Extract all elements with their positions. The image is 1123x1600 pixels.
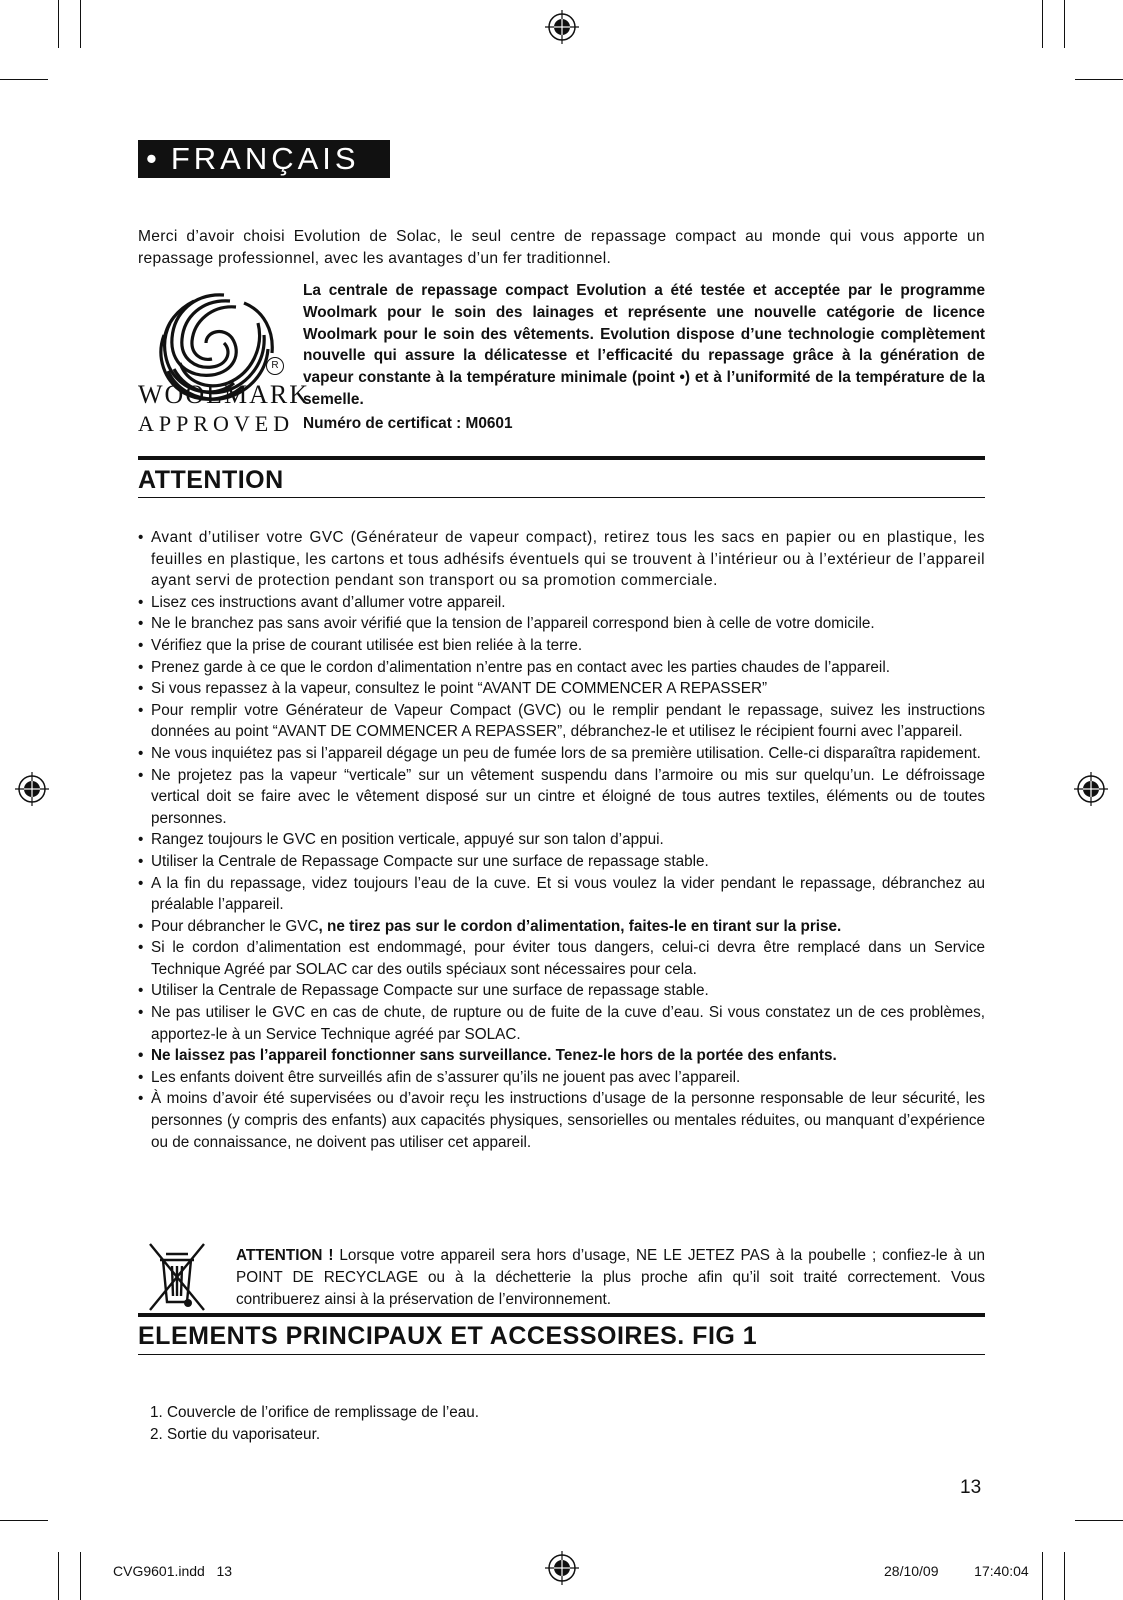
section-rule — [138, 1313, 985, 1317]
attention-heading: ATTENTION — [138, 466, 284, 494]
list-item: 1. Couvercle de l’orifice de remplissage de l’eau. — [150, 1404, 480, 1421]
list-item: • Prenez garde à ce que le cordon d’alimentation n’entre pas en contact avec les parties chaudes de l’appareil. — [138, 657, 985, 679]
list-item: • Ne pas utiliser le GVC en cas de chute, de rupture ou de fuite de la cuve d’eau. Si vous constatez un de ces problèmes, apportez-le à un Service Technique agréé par SOLAC. — [138, 1002, 985, 1045]
list-item: • Ne le branchez pas sans avoir vérifié que la tension de l’appareil correspond bien à celle de votre domicile. — [138, 613, 985, 635]
page-number: 13 — [960, 1477, 982, 1498]
list-item: • Si le cordon d’alimentation est endommagé, pour éviter tous dangers, celui-ci devra être remplacé dans un Service Technique Agréé par SOLAC car des outils spéciaux sont nécessaires pour cela. — [138, 937, 985, 980]
list-item: • Avant d’utiliser votre GVC (Générateur de vapeur compact), retirez tous les sacs en papier ou en plastique, les feuilles en plastique, les cartons et tous adhésifs éventuels qui se trouvent à l’intérieur ou à l’extérieur de l’appareil ayant servi de protection pendant son transport ou sa promotion commerciale. — [138, 527, 985, 592]
woolmark-wordmark: WOOLMARK — [138, 380, 310, 409]
list-item: • À moins d’avoir été supervisées ou d’avoir reçu les instructions d’usage de la personne responsable de leur sécurité, les personnes (y compris des enfants) aux capacités physiques, sensorielles ou mentales réduites, ou manquant d’expérience ou de connaissance, ne doivent pas utiliser cet appareil. — [138, 1088, 985, 1153]
language-tab — [138, 140, 390, 178]
woolmark-description: La centrale de repassage compact Evolution a été testée et acceptée par le programme Woolmark pour le soin des lainages et représente une nouvelle catégorie de licence Woolmark pour le soin des vêtements. Evolution dispose d’une technologie complètement nouvelle qui assure la délicatesse et l’efficacité du repassage grâce à la génération de vapeur constante à la température minimale (point •) et à l’uniformité de la température de la semelle. — [303, 282, 985, 408]
recycling-text: Lorsque votre appareil sera hors d’usage, NE LE JETEZ PAS à la poubelle ; confiez-le à un POINT DE RECYCLAGE ou à la déchetterie la plus proche afin qu’il soit traité correctement. Vous contribuerez ainsi à la préservation de l’environnement. — [236, 1247, 986, 1308]
list-item: • Vérifiez que la prise de courant utilisée est bien reliée à la terre. — [138, 635, 985, 657]
crop-mark — [80, 0, 81, 48]
registration-mark-icon — [545, 1551, 579, 1585]
list-item: • Lisez ces instructions avant d’allumer votre appareil. — [138, 592, 985, 614]
list-item: • Ne laissez pas l’appareil fonctionner sans surveillance. Tenez-le hors de la portée des enfants. — [138, 1045, 985, 1067]
list-item: • Les enfants doivent être surveillés afin de s’assurer qu’ils ne jouent pas avec l’appareil. — [138, 1067, 985, 1089]
crop-mark — [58, 0, 59, 48]
list-item: • Pour remplir votre Générateur de Vapeur Compact (GVC) ou le remplir pendant le repassage, suivez les instructions données au point “AVANT DE COMMENCER A REPASSER”, débranchez-le et utilisez le récipient fourni avec l’appareil. — [138, 700, 985, 743]
list-item: • Ne projetez pas la vapeur “verticale” sur un vêtement suspendu dans l’armoire ou mis sur quelqu’un. Le défroissage vertical doit se faire avec le vêtement disposé sur un cintre et éloigné de tous autres textiles, éléments ou de toutes personnes. — [138, 765, 985, 830]
file-slug: CVG9601.indd 13 — [113, 1563, 233, 1579]
language-title: FRANÇAIS — [170, 141, 360, 176]
crop-mark — [1064, 0, 1065, 48]
crop-mark — [1075, 79, 1123, 80]
crop-mark — [1042, 1552, 1043, 1600]
recycling-notice — [236, 1245, 985, 1311]
list-item: • Utiliser la Centrale de Repassage Compacte sur une surface de repassage stable. — [138, 980, 985, 1002]
elements-heading: ELEMENTS PRINCIPAUX ET ACCESSOIRES. FIG 1 — [138, 1322, 758, 1350]
unplug-plain-text: Pour débrancher le GVC — [151, 917, 319, 935]
list-item: • Rangez toujours le GVC en position verticale, appuyé sur son talon d’appui. — [138, 829, 985, 851]
approved-wordmark: APPROVED — [138, 411, 295, 436]
crop-mark — [0, 1520, 48, 1521]
section-rule — [138, 497, 985, 498]
crop-mark — [1064, 1552, 1065, 1600]
list-item: • Si vous repassez à la vapeur, consultez le point “AVANT DE COMMENCER A REPASSER” — [138, 678, 985, 700]
tab-bullet: • — [146, 141, 157, 176]
date-slug: 28/10/09 17:40:04 — [884, 1563, 1029, 1579]
crop-mark — [1075, 1520, 1123, 1521]
list-item: 2. Sortie du vaporisateur. — [150, 1426, 321, 1443]
certificate-number: Numéro de certificat : M0601 — [303, 415, 513, 432]
crop-mark — [1042, 0, 1043, 48]
intro-paragraph: Merci d’avoir choisi Evolution de Solac, le seul centre de repassage compact au monde qui vous apporte un repassage professionnel, avec les avantages d’un fer traditionnel. — [138, 228, 985, 267]
registration-mark-icon — [545, 10, 579, 44]
list-item: • Ne vous inquiétez pas si l’appareil dégage un peu de fumée lors de sa première utilisation. Celle-ci disparaîtra rapidement. — [138, 743, 985, 765]
crop-mark — [0, 79, 48, 80]
unplug-bold-text: , ne tirez pas sur le cordon d’alimentation, faites-le en tirant sur la prise. — [318, 917, 842, 935]
registered-mark: R — [266, 357, 284, 375]
recycling-label: ATTENTION ! — [236, 1247, 334, 1264]
registration-mark-icon — [1074, 772, 1108, 806]
section-rule — [138, 1354, 985, 1355]
list-item: • A la fin du repassage, videz toujours l’eau de la cuve. Et si vous voulez la vider pendant le repassage, débranchez au préalable l’appareil. — [138, 873, 985, 916]
list-item — [138, 916, 985, 938]
list-item: • Utiliser la Centrale de Repassage Compacte sur une surface de repassage stable. — [138, 851, 985, 873]
elements-list — [150, 1402, 479, 1446]
crop-mark — [80, 1552, 81, 1600]
crossed-bin-icon — [146, 1240, 208, 1316]
crop-mark — [58, 1552, 59, 1600]
section-rule — [138, 456, 985, 460]
attention-list — [138, 527, 985, 1153]
registration-mark-icon — [15, 772, 49, 806]
